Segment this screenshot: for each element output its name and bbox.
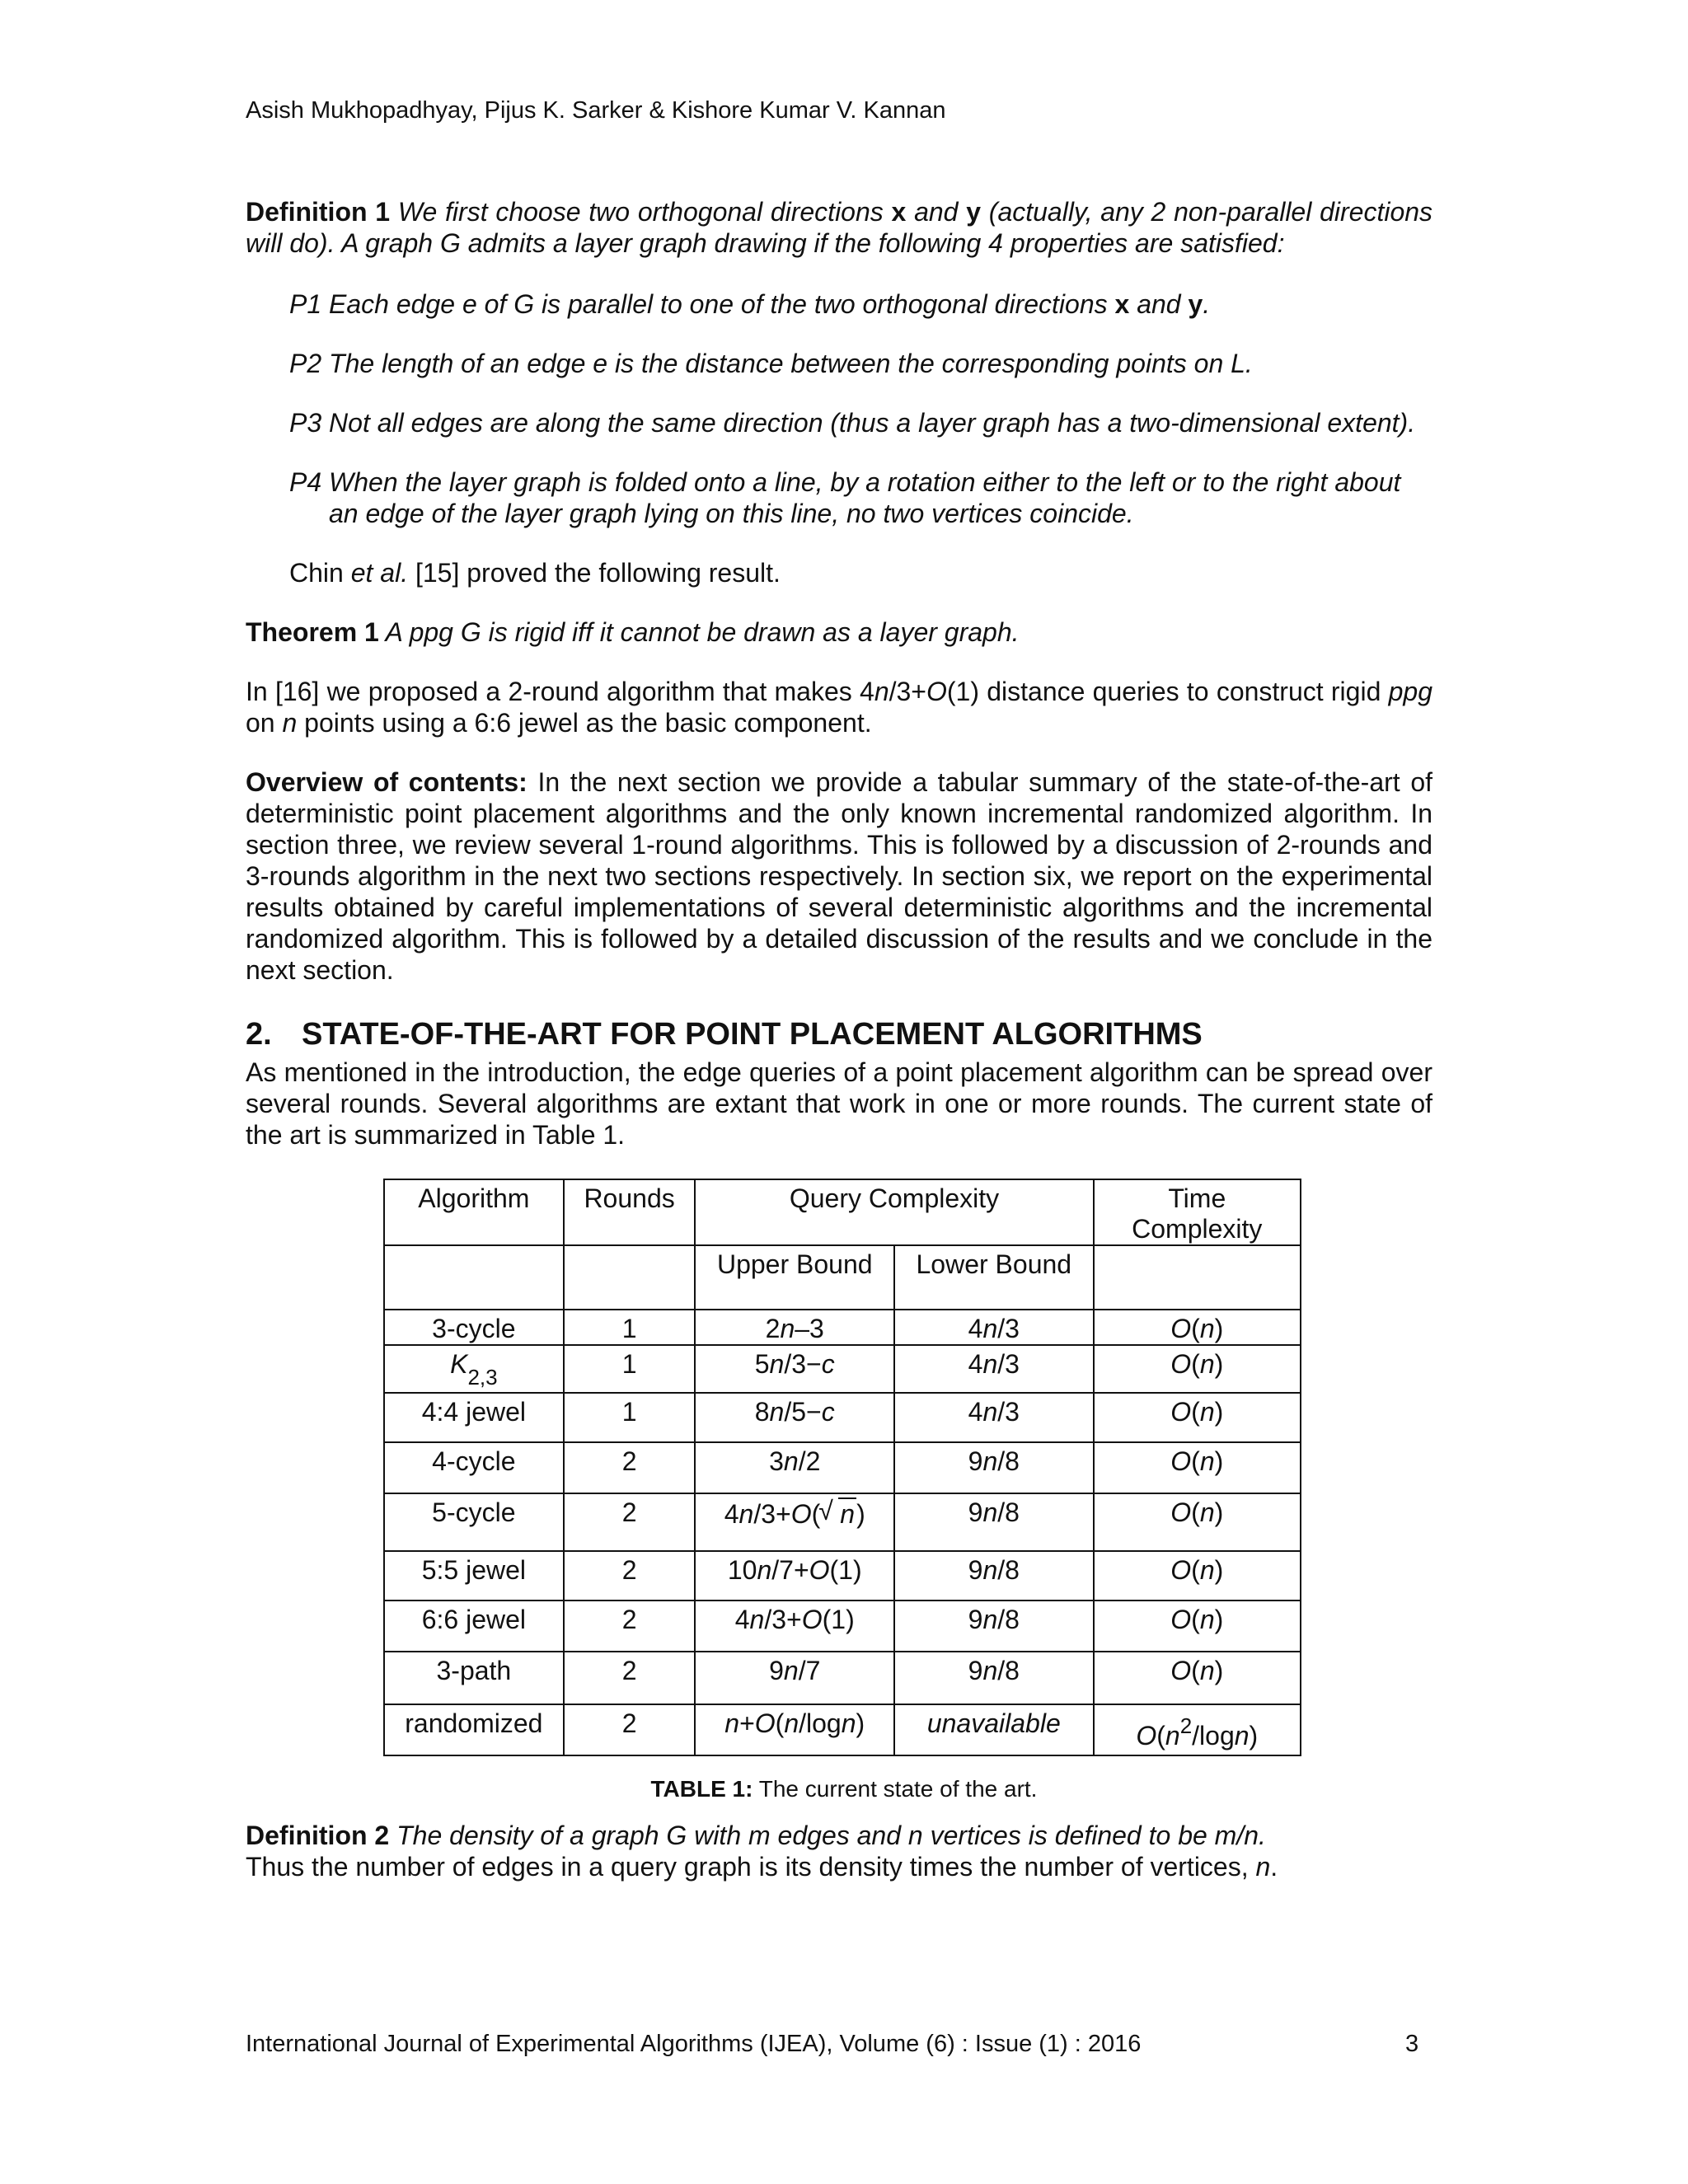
- header-rounds: Rounds: [564, 1179, 696, 1245]
- chin-sentence: Chin et al. [15] proved the following result.: [289, 558, 781, 588]
- table-row: 5-cycle 2 4n/3+O(√ n) 9n/8 O(n): [384, 1493, 1301, 1551]
- table-row: 5:5 jewel 2 10n/7+O(1) 9n/8 O(n): [384, 1551, 1301, 1601]
- table-row: 6:6 jewel 2 4n/3+O(1) 9n/8 O(n): [384, 1601, 1301, 1652]
- header-query-complexity: Query Complexity: [695, 1179, 1093, 1245]
- sqrt-symbol: √ n: [838, 1497, 856, 1530]
- theorem-1: Theorem 1 A ppg G is rigid iff it cannot be drawn as a layer graph.: [246, 617, 1020, 647]
- header-lower-bound: Lower Bound: [894, 1245, 1094, 1310]
- overview-paragraph: Overview of contents: In the next section we provide a tabular summary of the state-of-the-art of deterministic point placement algorithms and the only known incremental randomized algorithm. In section three, we review several 1-round algorithms. This is followed by a discussion of 2-rounds and 3-rounds algorithm in the next two sections respectively. In section six, we report on the experimental results obtained by careful implementations of several deterministic algorithms and the incremental randomized algorithm. This is followed by a detailed discussion of the results and we conclude in the next section.: [246, 767, 1433, 985]
- header-upper-bound: Upper Bound: [695, 1245, 894, 1310]
- property-p2: P2 The length of an edge e is the distance between the corresponding points on L.: [289, 349, 1253, 378]
- section-2-heading: 2. STATE-OF-THE-ART FOR POINT PLACEMENT ALGORITHMS: [246, 1017, 1203, 1052]
- property-p3: P3 Not all edges are along the same direction (thus a layer graph has a two-dimensional extent).: [289, 408, 1416, 438]
- section-2-paragraph: As mentioned in the introduction, the edge queries of a point placement algorithm can be spread over several rounds. Several algorithms are extant that work in one or more rounds. The current state of the art is summarized in Table 1.: [246, 1057, 1432, 1150]
- definition-2: Definition 2 The density of a graph G with m edges and n vertices is defined to be m/n. Thus the number of edges in a query graph is its density times the number of vertices, n.: [246, 1821, 1278, 1882]
- table-row: 4:4 jewel 1 8n/5−c 4n/3 O(n): [384, 1393, 1301, 1442]
- table-row: 3-path 2 9n/7 9n/8 O(n): [384, 1652, 1301, 1704]
- table-caption: TABLE 1: The current state of the art.: [650, 1776, 1038, 1802]
- header-algorithm: Algorithm: [384, 1179, 564, 1245]
- property-p1: P1 Each edge e of G is parallel to one of the two orthogonal directions x and y.: [289, 289, 1211, 319]
- table-header-row: [384, 1179, 1301, 1245]
- table-subheader-row: [384, 1245, 1301, 1310]
- table-row: randomized 2 n+O(n/logn) unavailable $O(n^2/\log n)$: [384, 1704, 1301, 1755]
- table-row: $K_{2,3}$ 1 5n/3−c 4n/3 O(n): [384, 1345, 1301, 1393]
- journal-footer: International Journal of Experimental Algorithms (IJEA), Volume (6) : Issue (1) : 2016: [246, 2031, 1142, 2057]
- running-header: Asish Mukhopadhyay, Pijus K. Sarker & Kishore Kumar V. Kannan: [246, 97, 946, 124]
- property-p4: P4 When the layer graph is folded onto a line, by a rotation either to the left or to the right about an edge of the layer graph lying on this line, no two vertices coincide.: [289, 467, 1401, 528]
- state-of-art-table: [383, 1179, 1301, 1756]
- paragraph-ref16: In [16] we proposed a 2-round algorithm that makes 4n/3+O(1) distance queries to construct rigid ppg on n points using a 6:6 jewel as the basic component.: [246, 677, 1433, 738]
- header-time-complexity: Time Complexity: [1094, 1179, 1301, 1245]
- table-row: 4-cycle 2 3n/2 9n/8 O(n): [384, 1442, 1301, 1493]
- definition-1: Definition 1 We first choose two orthogonal directions x and y (actually, any 2 non-parallel directions will do). A graph G admits a layer graph drawing if the following 4 properties are satisfied:: [246, 197, 1433, 258]
- page-number: 3: [1405, 2031, 1419, 2057]
- table-row: 3-cycle 1 2n–3 4n/3 O(n): [384, 1310, 1301, 1345]
